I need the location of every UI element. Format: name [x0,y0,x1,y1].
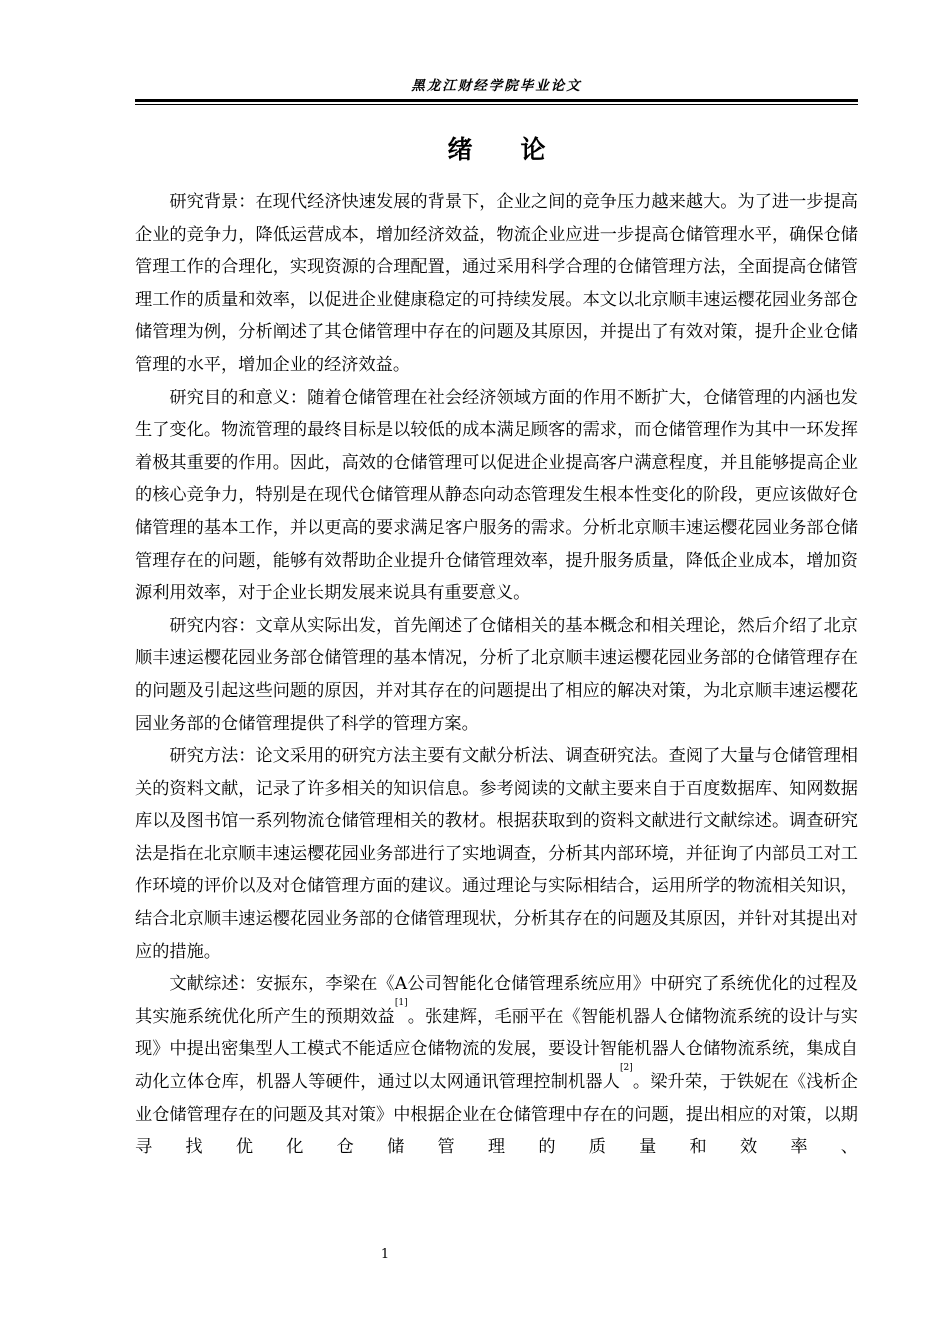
chapter-title: 绪论 [447,135,594,164]
citation-1: [1] [394,997,408,1008]
paragraph-research-content: 研究内容：文章从实际出发，首先阐述了仓储相关的基本概念和相关理论，然后介绍了北京顺丰速运樱花园业务部仓储管理的基本情况，分析了北京顺丰速运樱花园业务部的仓储管理存在的问题及引起这些问题的原因，并对其存在的问题提出了相应的解决对策，为北京顺丰速运樱花园业务部的仓储管理提供了科学的管理方案。 [135,615,858,734]
page-header: 黑龙江财经学院毕业论文 [411,78,582,94]
literature-review-text-3: 。梁升荣，于铁妮在《浅析企业仓储管理存在的问题及其对策》中根据企业在仓储管理中存在的问题，提出相应的对策，以期寻找优化仓储管理的质量和效率、 [135,1072,858,1158]
literature-review-text-1: 文献综述：安振东，李梁在《A公司智能化仓储管理系统应用》中研究了系统优化的过程及其实施系统优化所产生的预期效益 [135,974,858,1027]
paragraph-research-purpose: 研究目的和意义：随着仓储管理在社会经济领域方面的作用不断扩大，仓储管理的内涵也发生了变化。物流管理的最终目标是以较低的成本满足顾客的需求，而仓储管理作为其中一环发挥着极其重要的作用。因此，高效的仓储管理可以促进企业提高客户满意程度，并且能够提高企业的核心竞争力，特别是在现代仓储管理从静态向动态管理发生根本性变化的阶段，更应该做好仓储管理的基本工作，并以更高的要求满足客户服务的需求。分析北京顺丰速运樱花园业务部仓储管理存在的问题，能够有效帮助企业提升仓储管理效率，提升服务质量，降低企业成本，增加资源利用效率，对于企业长期发展来说具有重要意义。 [135,387,858,604]
literature-review-text-2: 。张建辉，毛丽平在《智能机器人仓储物流系统的设计与实现》中提出密集型人工模式不能适应仓储物流的发展，要设计智能机器人仓储物流系统，集成自动化立体仓库，机器人等硬件，通过以太网通讯管理控制机器人 [135,1006,858,1093]
body-text [135,186,858,1164]
header-rule-thick [135,99,858,102]
page-number: 1 [380,1247,390,1262]
header-rule-thin [135,104,858,105]
paragraph-research-method: 研究方法：论文采用的研究方法主要有文献分析法、调查研究法。查阅了大量与仓储管理相关的资料文献，记录了许多相关的知识信息。参考阅读的文献主要来自于百度数据库、知网数据库以及图书馆一系列物流仓储管理相关的教材。根据获取到的资料文献进行文献综述。调查研究法是指在北京顺丰速运樱花园业务部进行了实地调查，分析其内部环境，并征询了内部员工对工作环境的评价以及对仓储管理方面的建议。通过理论与实际相结合，运用所学的物流相关知识，结合北京顺丰速运樱花园业务部的仓储管理现状，分析其存在的问题及其原因，并针对其提出对应的措施。 [135,746,858,962]
paragraph-literature-review [135,968,858,1164]
citation-2: [2] [620,1063,633,1074]
paragraph-research-background: 研究背景：在现代经济快速发展的背景下，企业之间的竞争压力越来越大。为了进一步提高企业的竞争力，降低运营成本，增加经济效益，物流企业应进一步提高仓储管理水平，确保仓储管理工作的合理化，实现资源的合理配置，通过采用科学合理的仓储管理方法，全面提高仓储管理工作的质量和效率，以促进企业健康稳定的可持续发展。本文以北京顺丰速运樱花园业务部仓储管理为例，分析阐述了其仓储管理中存在的问题及其原因，并提出了有效对策，提升企业仓储管理的水平，增加企业的经济效益。 [135,192,858,375]
